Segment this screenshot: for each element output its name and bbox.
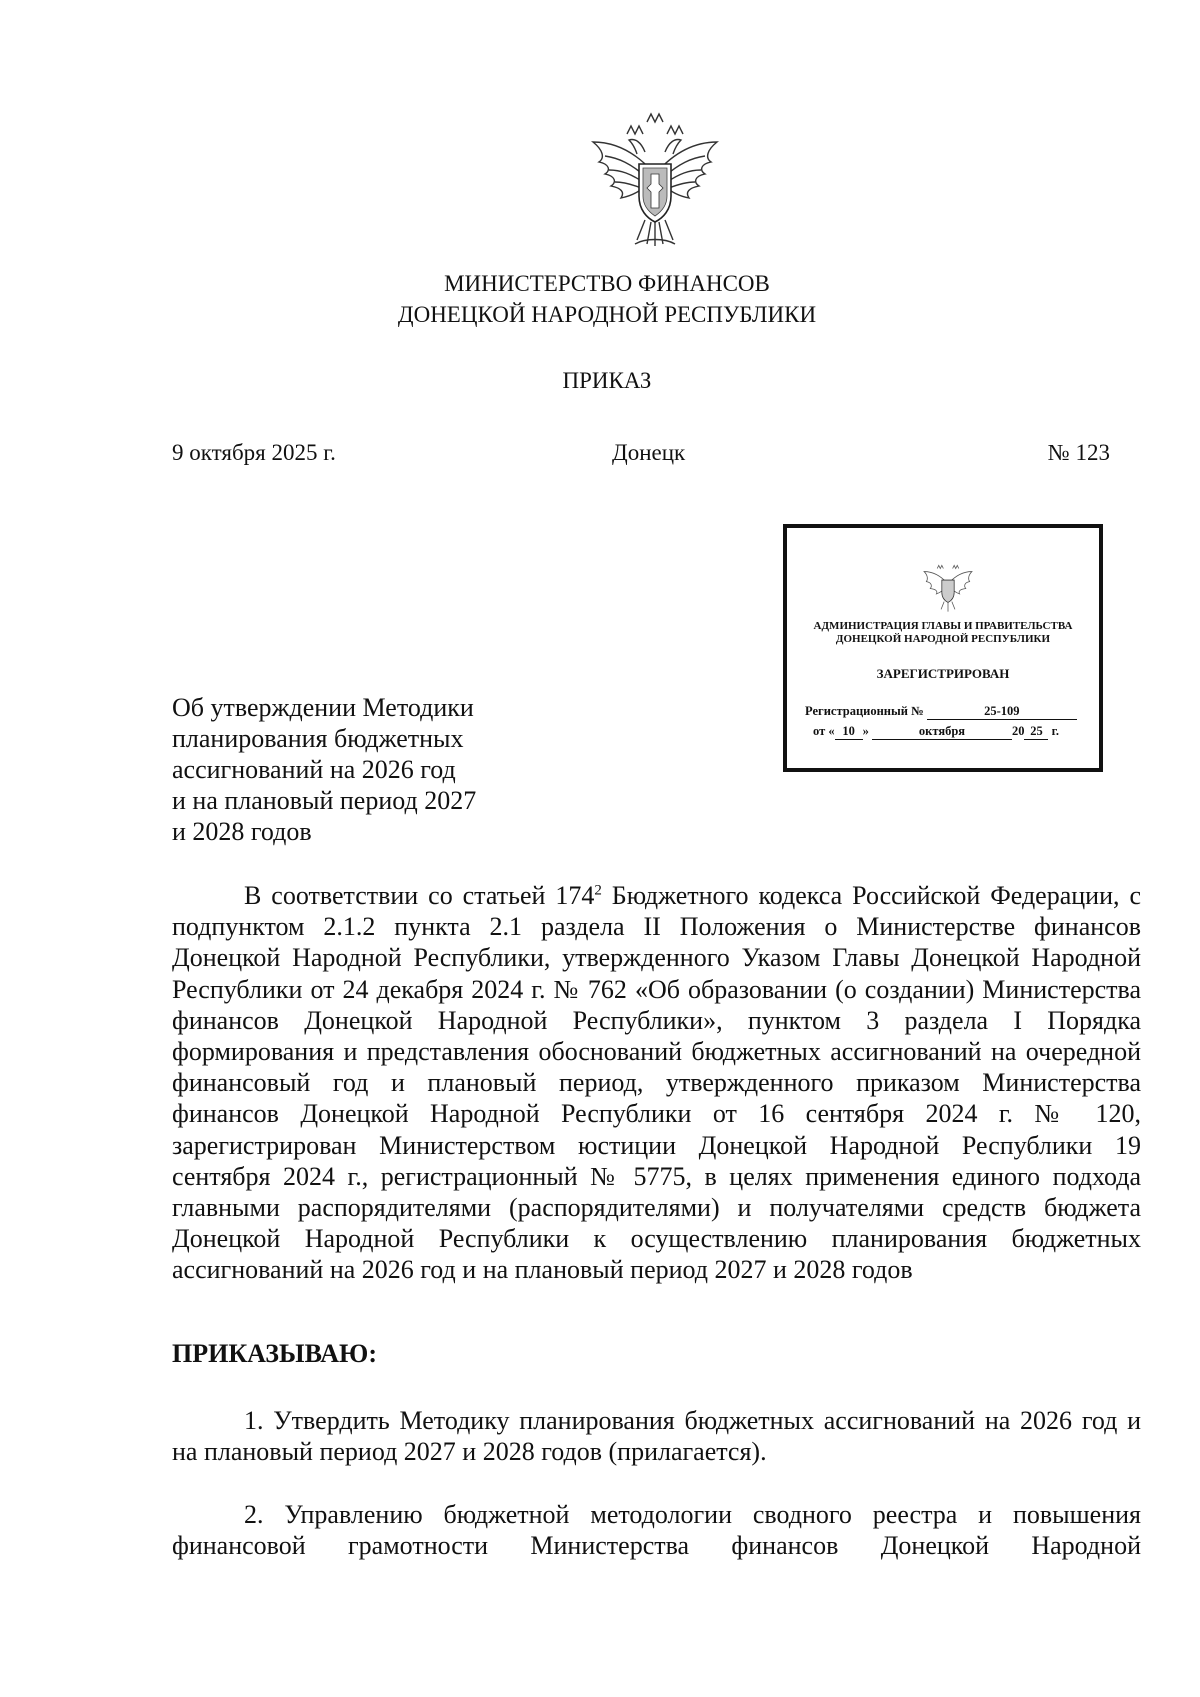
stamp-emblem-icon: [917, 560, 979, 614]
stamp-reg-label: Регистрационный №: [805, 704, 924, 718]
stamp-organization: [787, 620, 1099, 646]
subject-line4: и на плановый период 2027: [172, 786, 477, 815]
preamble-start: В соответствии со статьей 174: [244, 881, 595, 910]
eagle-emblem-icon: [575, 112, 735, 252]
coat-of-arms-emblem: [575, 112, 735, 252]
preamble-paragraph: [172, 880, 1141, 1286]
stamp-month: октября: [872, 724, 1012, 740]
stamp-status: ЗАРЕГИСТРИРОВАН: [876, 666, 1010, 681]
stamp-year-unit: г.: [1051, 724, 1060, 738]
stamp-quote-close: »: [862, 724, 869, 738]
stamp-registration-date: [813, 724, 1059, 740]
command-heading: ПРИКАЗЫВАЮ:: [172, 1339, 377, 1368]
article-superscript: 2: [594, 882, 602, 899]
stamp-reg-value: 25-109: [927, 704, 1077, 720]
subject-line5: и 2028 годов: [172, 817, 312, 846]
order-item-2: 2. Управлению бюджетной методологии сводного реестра и повышения финансовой грамотности Министерства финансов Донецкой Народной: [172, 1500, 1141, 1561]
subject-line2: планирования бюджетных: [172, 724, 464, 753]
ministry-name-line2: ДОНЕЦКОЙ НАРОДНОЙ РЕСПУБЛИКИ: [397, 302, 817, 327]
document-type: ПРИКАЗ: [562, 368, 652, 393]
stamp-organization-line1: АДМИНИСТРАЦИЯ ГЛАВЫ И ПРАВИТЕЛЬСТВА: [813, 620, 1073, 632]
document-city: Донецк: [612, 440, 686, 465]
ministry-name: [0, 268, 1200, 330]
stamp-organization-line2: ДОНЕЦКОЙ НАРОДНОЙ РЕСПУБЛИКИ: [835, 633, 1051, 645]
stamp-day: 10: [835, 724, 863, 740]
subject-line3: ассигнований на 2026 год: [172, 755, 456, 784]
order-item-1: 1. Утвердить Методику планирования бюджетных ассигнований на 2026 год и на плановый период 2027 и 2028 годов (прилагается).: [172, 1406, 1141, 1467]
stamp-registration-number: [805, 704, 1077, 720]
stamp-year-suffix: 25: [1024, 724, 1048, 740]
subject-line1: Об утверждении Методики: [172, 693, 474, 722]
document-subject: [172, 692, 532, 847]
stamp-year-prefix: 20: [1011, 724, 1025, 738]
stamp-from-label: от «: [813, 724, 835, 738]
document-date: 9 октября 2025 г.: [172, 440, 336, 465]
ministry-name-line1: МИНИСТЕРСТВО ФИНАНСОВ: [444, 271, 770, 296]
preamble-rest: Бюджетного кодекса Российской Федерации, с подпунктом 2.1.2 пункта 2.1 раздела II Положения о Министерстве финансов Донецкой Народной Республики, утвержденного Указом Главы Донецкой Народной Республики от 24 декабря 2024 г. № 762 «Об образовании (о создании) Министерства финансов Донецкой Народной Республики», пунктом 3 раздела I Порядка формирования и представления обоснований бюджетных ассигнований на очередной финансовый год и плановый период, утвержденного приказом Министерства финансов Донецкой Народной Республики от 16 сентября 2024 г. № 120, зарегистрирован Министерством юстиции Донецкой Народной Республики 19 сентября 2024 г., регистрационный № 5775, в целях применения единого подхода главными распорядителями (распорядителями) и получателями средств бюджета Донецкой Народной Республики к осуществлению планирования бюджетных ассигнований на 2026 год и на плановый период 2027 и 2028 годов: [172, 881, 1141, 1285]
document-number: № 123: [1047, 440, 1110, 465]
registration-stamp: [783, 524, 1103, 772]
